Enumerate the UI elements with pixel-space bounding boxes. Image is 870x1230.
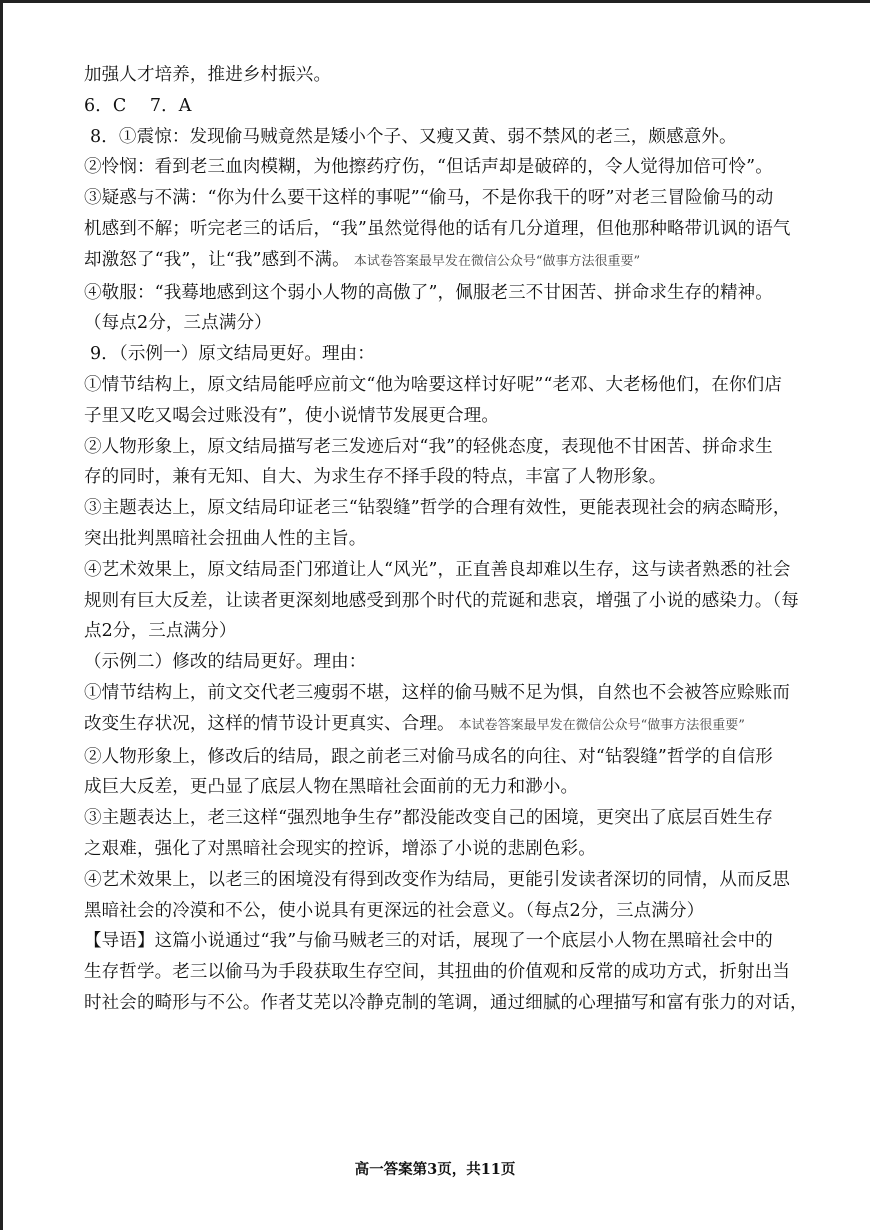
text-line: 改变生存状况，这样的情节设计更真实、合理。 本试卷答案最早发在微信公众号“做事方法很重要” (84, 713, 745, 734)
example-2-point-1: ①情节结构上，前文交代老三瘦弱不堪，这样的偷马贼不足为惧，自然也不会被答应赊账而 (84, 682, 790, 703)
example-1-point-3: ③主题表达上，原文结局印证老三“钻裂缝”哲学的合理有效性，更能表现社会的病态畸形， (84, 498, 791, 519)
scoring-note: （每点2分，三点满分） (84, 313, 272, 334)
example-1-point-1: ①情节结构上，原文结局能呼应前文“他为啥要这样讨好呢”“老邓、大老杨他们，在你们店 (84, 374, 782, 395)
example-2-point-3: ③主题表达上，老三这样“强烈地争生存”都没能改变自己的困境，更突出了底层百姓生存 (84, 808, 773, 829)
example-2-point-4: ④艺术效果上，以老三的困境没有得到改变作为结局，更能引发读者深切的同情，从而反思 (84, 869, 790, 890)
example-1-point-4: ④艺术效果上，原文结局歪门邪道让人“风光”，正直善良却难以生存，这与读者熟悉的社会 (84, 559, 791, 580)
text-line: 成巨大反差，更凸显了底层人物在黑暗社会面前的无力和渺小。 (84, 777, 579, 798)
text-line: 规则有巨大反差，让读者更深刻地感受到那个时代的荒诞和悲哀，增强了小说的感染力。（每 (84, 590, 799, 611)
answer-6-7: 6．C 7．A (84, 95, 192, 116)
text-line: 加强人才培养，推进乡村振兴。 (84, 65, 332, 85)
text-line: 机感到不解；听完老三的话后，“我”虽然觉得他的话有几分道理，但他那种略带讥讽的语气 (84, 218, 791, 239)
text-line: 突出批判黑暗社会扭曲人性的主旨。 (84, 528, 367, 549)
answer-9-example-2: （示例二）修改的结局更好。理由： (84, 652, 367, 673)
page-footer: 高一答案第3页，共11页 (354, 1161, 516, 1178)
answer-8-point-3: ③疑惑与不满：“你为什么要干这样的事呢”“偷马，不是你我干的呀”对老三冒险偷马的动 (84, 188, 774, 209)
text-line: 时社会的畸形与不公。作者艾芜以冷静克制的笔调，通过细腻的心理描写和富有张力的对话， (84, 992, 808, 1013)
text-line: 子里又吃又喝会过账没有”，使小说情节发展更合理。 (84, 405, 500, 426)
example-2-point-2: ②人物形象上，修改后的结局，跟之前老三对偷马成名的向往、对“钻裂缝”哲学的自信形 (84, 746, 773, 767)
answer-9-example-1: 9．（示例一）原文结局更好。理由： (90, 344, 375, 365)
scoring-note: 点2分，三点满分） (84, 621, 237, 642)
text-line: 生存哲学。老三以偷马为手段获取生存空间，其扭曲的价值观和反常的成功方式，折射出当 (84, 962, 790, 983)
text-line: 黑暗社会的冷漠和不公，使小说具有更深远的社会意义。（每点2分，三点满分） (84, 900, 705, 921)
watermark-text: 本试卷答案最早发在微信公众号“做事方法很重要” (458, 717, 745, 733)
answer-text-body (84, 60, 808, 1019)
guide-paragraph: 【导语】这篇小说通过“我”与偷马贼老三的对话，展现了一个底层小人物在黑暗社会中的 (84, 931, 773, 952)
watermark-text: 本试卷答案最早发在微信公众号“做事方法很重要” (353, 253, 641, 269)
example-1-point-2: ②人物形象上，原文结局描写老三发迹后对“我”的轻佻态度，表现他不甘困苦、拼命求生 (84, 436, 773, 457)
answer-8-point-2: ②怜悯：看到老三血肉模糊，为他擦药疗伤，“但话声却是破碎的，令人觉得加倍可怜”。 (84, 157, 773, 178)
answer-8-point-1: 8．①震惊：发现偷马贼竟然是矮小个子、又瘦又黄、弱不禁风的老三，颇感意外。 (90, 126, 737, 147)
text-line: 存的同时，兼有无知、自大、为求生存不择手段的特点，丰富了人物形象。 (84, 467, 667, 488)
text-line: 却激怒了“我”，让“我”感到不满。 本试卷答案最早发在微信公众号“做事方法很重要” (84, 249, 641, 270)
text-line: 之艰难，强化了对黑暗社会现实的控诉，增添了小说的悲剧色彩。 (84, 838, 596, 859)
answer-8-point-4: ④敬服：“我蓦地感到这个弱小人物的高傲了”，佩服老三不甘困苦、拼命求生存的精神。 (84, 282, 773, 303)
